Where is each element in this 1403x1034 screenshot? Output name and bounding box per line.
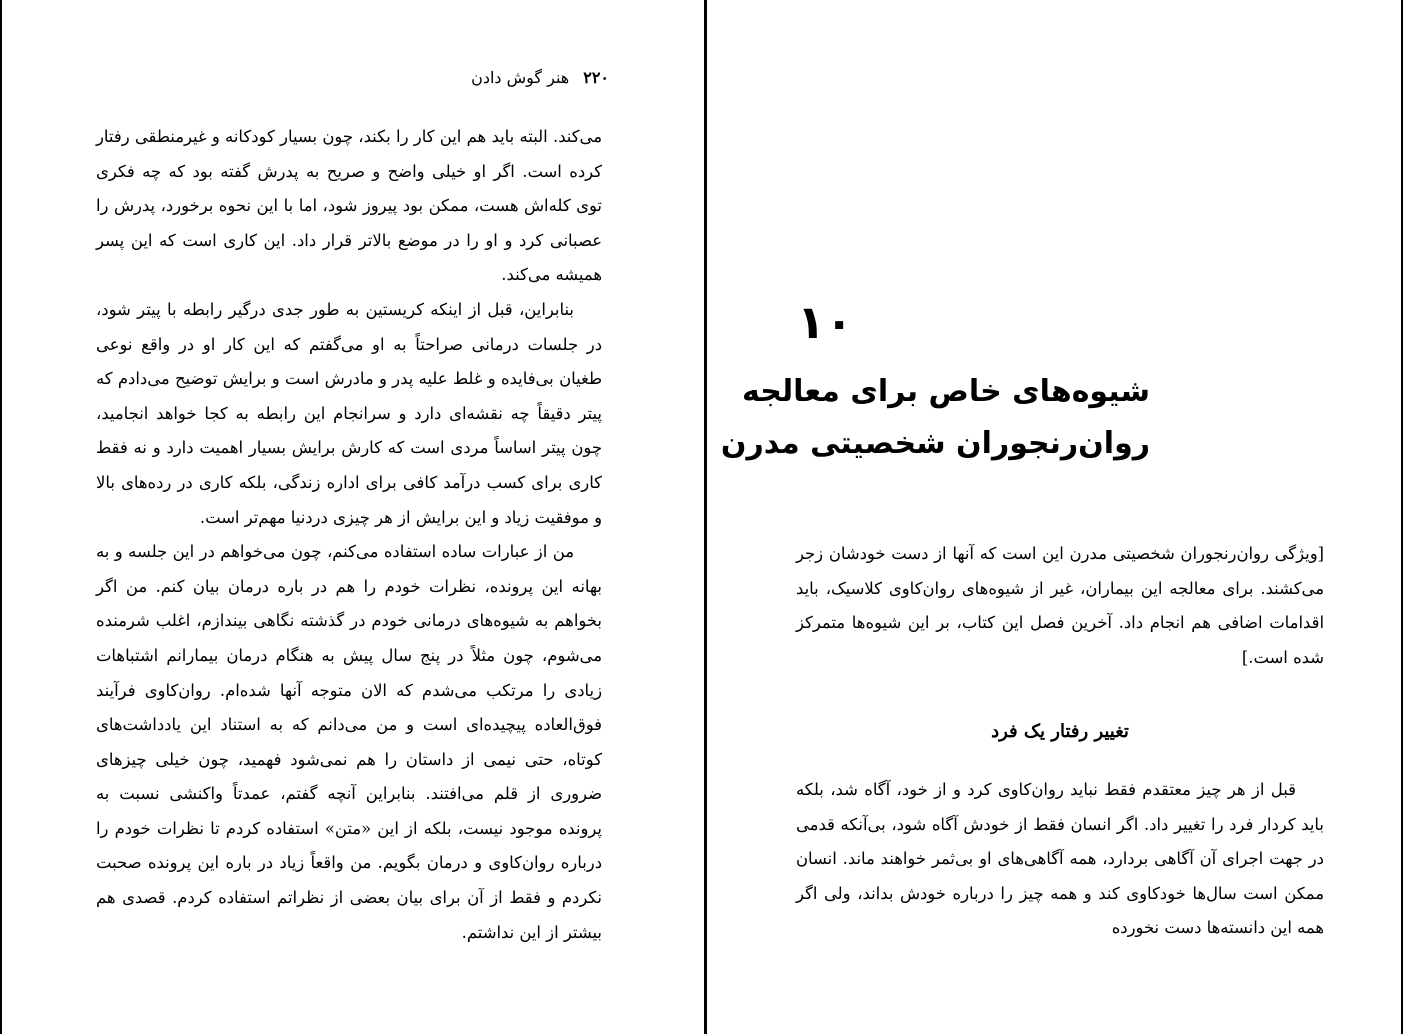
left-body-text [96, 120, 602, 950]
paragraph: بنابراین، قبل از اینکه کریستین به طور جدی درگیر رابطه با پیتر شود، در جلسات درمانی صراحتاً به او می‌گفتم که این کار او در واقع نوعی طغیان بی‌فایده و غلط علیه پدر و مادرش است و برایش توضیح می‌دادم که پیتر دقیقاً چه نقشه‌ای دارد و سرانجام این رابطه به کجا خواهد انجامید، چون پیتر اساساً مردی است که کارش برایش بسیار اهمیت دارد و نه فقط کاری برای کسب درآمد کافی برای اداره زندگی، بلکه کاری در رده‌های بالا و موفقیت زیاد و این برایش از هر چیزی دردنیا مهم‌تر است. [96, 299, 602, 527]
page-number: ۲۲۰ [583, 68, 609, 87]
chapter-number: ۱۰ [797, 295, 854, 349]
intro-paragraph: [ویژگی روان‌رنجوران شخصیتی مدرن این است که آنها از دست خودشان زجر می‌کشند. برای معالجه این بیماران، غیر از شیوه‌های روان‌کاوی کلاسیک، باید اقدامات اضافی هم انجام داد. آخرین فصل این کتاب، بر این شیوه‌ها متمرکز شده است.] [796, 544, 1324, 667]
section-heading: تغییر رفتار یک فرد [991, 721, 1129, 742]
section-body-text [796, 773, 1324, 946]
paragraph: قبل از هر چیز معتقدم فقط نباید روان‌کاوی کرد و از خود، آگاه شد، بلکه باید کردار فرد را تغییر داد. اگر انسان فقط از خودش آگاه شود، بی‌آنکه قدمی در جهت اجرای آن آگاهی بردارد، همه آگاهی‌های او بی‌ثمر خواهند ماند. انسان ممکن است سال‌ها خودکاوی کند و همه چیز را درباره خودش بداند، ولی اگر همه این دانسته‌ها دست نخورده [796, 780, 1324, 938]
chapter-title [720, 366, 1150, 470]
paragraph: می‌کند. البته باید هم این کار را بکند، چون بسیار کودکانه و غیرمنطقی رفتار کرده است. اگر او خیلی واضح و صریح به پدرش گفته بود که چه فکری توی کله‌اش هست، ممکن بود پیروز شود، اما با این نحوه برخورد، پدرش را عصبانی کرد و او را در موضع بالاتر قرار داد. این کاری است که این پسر همیشه می‌کند. [96, 127, 602, 285]
paragraph: من از عبارات ساده استفاده می‌کنم، چون می‌خواهم در این جلسه و به بهانه این پرونده، نظرات خودم را هم در باره درمان بیان کنم. من اگر بخواهم به شیوه‌های درمانی خودم در گذشته نگاهی بیندازم، اغلب شرمنده می‌شوم، چون مثلاً در پنج سال پیش به هنگام درمان بیمارانم اشتباهات زیادی را مرتکب می‌شدم که الان متوجه آنها شده‌ام. روان‌کاوی فرآیند فوق‌العاده پیچیده‌ای است و من می‌دانم که به استناد این یادداشت‌های کوتاه، حتی نیمی از داستان را هم نمی‌شود فهمید، چون خیلی چیزهای ضروری از قلم می‌افتند. بنابراین آنچه گفتم، عمدتاً واکنشی نسبت به پرونده موجود نیست، بلکه از این «متن» استفاده کردم تا نظرات خودم را درباره روان‌کاوی و درمان بگویم. من واقعاً زیاد در باره این پرونده صحبت نکردم و فقط از آن برای بیان بعضی از نظراتم استفاده کردم. قصدی هم بیشتر از این نداشتم. [96, 542, 602, 942]
chapter-title-line: شیوه‌های خاص برای معالجه [742, 374, 1150, 409]
chapter-intro [796, 537, 1324, 675]
running-title: هنر گوش دادن [471, 68, 570, 87]
running-header [471, 68, 609, 87]
chapter-title-line: روان‌رنجوران شخصیتی مدرن [720, 426, 1150, 461]
